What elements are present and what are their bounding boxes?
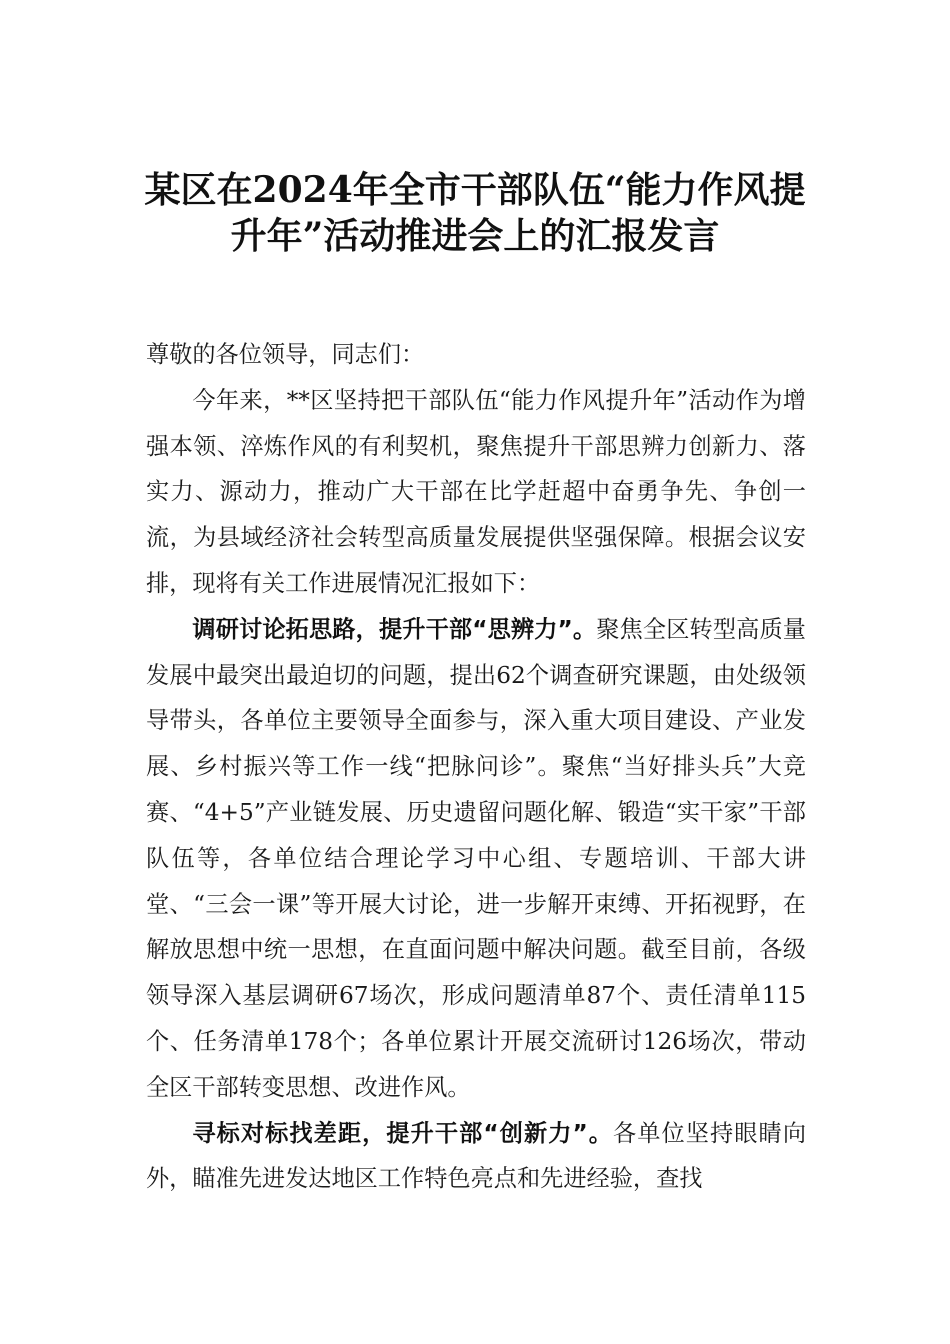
paragraph-text: 今年来，**区坚持把干部队伍“能力作风提升年”活动作为增强本领、淬炼作风的有利契机，聚焦提升干部思辨力创新力、落实力、源动力，推动广大干部在比学赶超中奋勇争先、争创一流，为县域经济社会转型高质量发展提供坚强保障。根据会议安排，现将有关工作进展情况汇报如下： [146,386,806,597]
paragraph-research [146,607,806,1111]
paragraph-text: 聚焦全区转型高质量发展中最突出最迫切的问题，提出62个调查研究课题，由处级领导带头，各单位主要领导全面参与，深入重大项目建设、产业发展、乡村振兴等工作一线“把脉问诊”。聚焦“当好排头兵”大竞赛、“4+5”产业链发展、历史遗留问题化解、锻造“实干家”干部队伍等，各单位结合理论学习中心组、专题培训、干部大讲堂、“三会一课”等开展大讨论，进一步解开束缚、开拓视野，在解放思想中统一思想，在直面问题中解决问题。截至目前，各级领导深入基层调研67场次，形成问题清单87个、责任清单115个、任务清单178个；各单位累计开展交流研讨126场次，带动全区干部转变思想、改进作风。 [146,615,806,1101]
paragraph-intro [146,378,806,607]
document-title-line-2: 升年”活动推进会上的汇报发言 [230,215,720,257]
paragraph-heading: 寻标对标找差距，提升干部“创新力”。 [192,1119,614,1147]
paragraph-text: 各单位坚持眼睛向外，瞄准先进发达地区工作特色亮点和先进经验，查找 [146,1119,807,1193]
paragraph-heading: 调研讨论拓思路，提升干部“思辨力”。 [192,615,597,643]
document-title-line-1: 某区在2024年全市干部队伍“能力作风提 [144,169,806,211]
salutation: 尊敬的各位领导，同志们： [146,341,425,368]
paragraph-benchmark [146,1111,806,1203]
document-body [146,332,806,1202]
